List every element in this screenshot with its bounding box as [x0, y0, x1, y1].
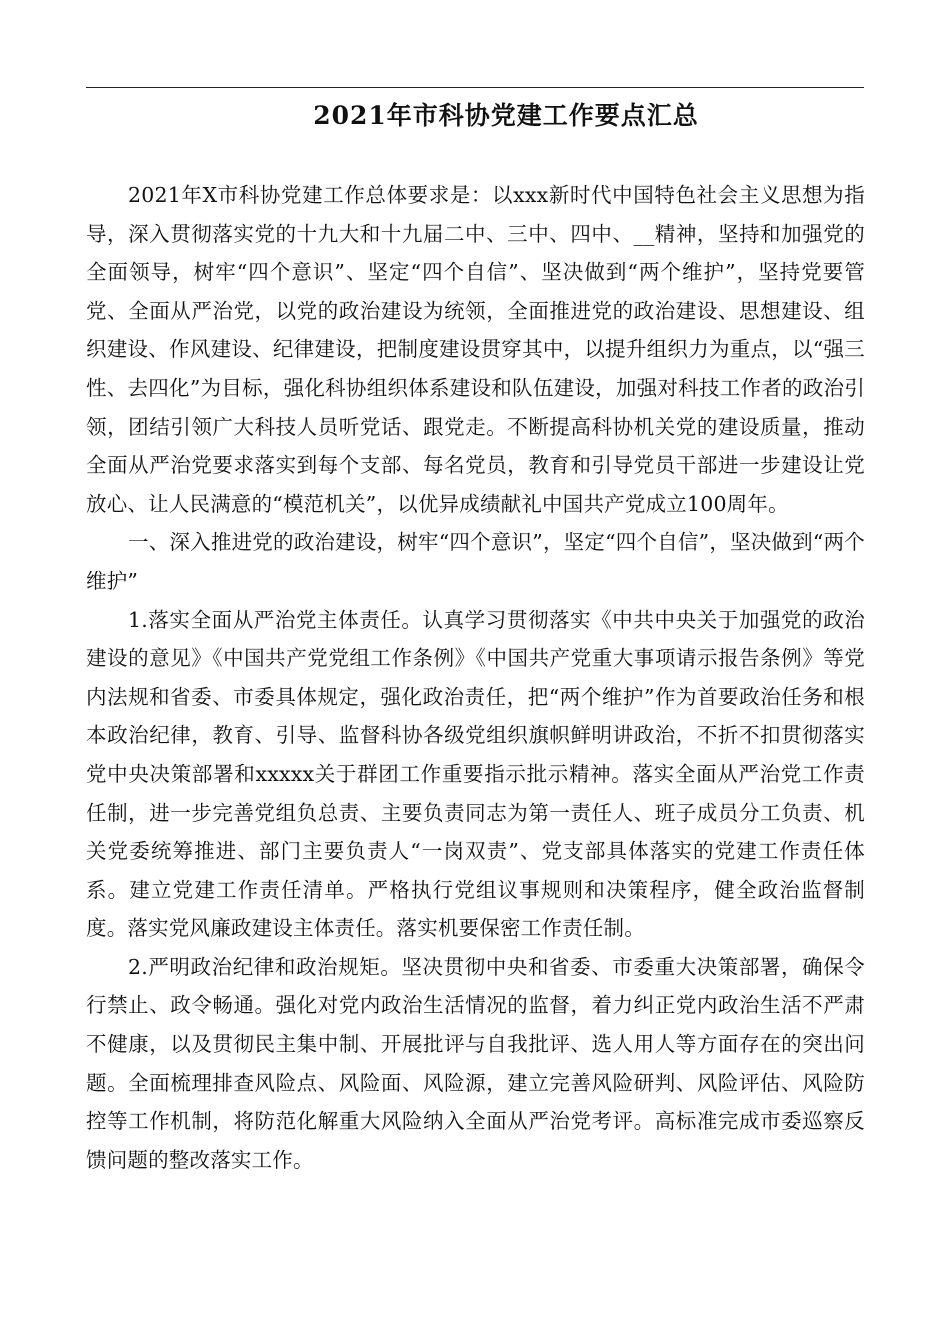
paragraph-general-requirements: 2021年X市科协党建工作总体要求是：以xxx新时代中国特色社会主义思想为指导，深入贯彻落实党的十九大和十九届二中、三中、四中、__精神，坚持和加强党的全面领导，树牢“四个意识”、坚定“四个自信”、坚决做到“两个维护”，坚持党要管党、全面从严治党，以党的政治建设为统领，全面推进党的政治建设、思想建设、组织建设、作风建设、纪律建设，把制度建设贯穿其中，以提升组织力为重点，以“强三性、去四化”为目标，强化科协组织体系建设和队伍建设，加强对科技工作者的政治引领，团结引领广大科技人员听党话、跟党走。不断提高科协机关党的建设质量，推动全面从严治党要求落实到每个支部、每名党员，教育和引导党员干部进一步建设让党放心、让人民满意的“模范机关”，以优异成绩献礼中国共产党成立100周年。 — [86, 183, 865, 516]
document-body — [86, 176, 865, 1179]
paragraph-section-heading-1: 一、深入推进党的政治建设，树牢“四个意识”，坚定“四个自信”，坚决做到“两个维护” — [86, 530, 865, 593]
paragraph-item-1: 1.落实全面从严治党主体责任。认真学习贯彻落实《中共中央关于加强党的政治建设的意见》《中国共产党党组工作条例》《中国共产党重大事项请示报告条例》等党内法规和省委、市委具体规定，强化政治责任，把“两个维护”作为首要政治任务和根本政治纪律，教育、引导、监督科协各级党组织旗帜鲜明讲政治，不折不扣贯彻落实党中央决策部署和xxxxx关于群团工作重要指示批示精神。落实全面从严治党工作责任制，进一步完善党组负总责、主要负责同志为第一责任人、班子成员分工负责、机关党委统筹推进、部门主要负责人“一岗双责”、党支部具体落实的党建工作责任体系。建立党建工作责任清单。严格执行党组议事规则和决策程序，健全政治监督制度。落实党风廉政建设主体责任。落实机要保密工作责任制。 — [86, 607, 865, 941]
header-rule — [86, 87, 864, 88]
paragraph-item-2: 2.严明政治纪律和政治规矩。坚决贯彻中央和省委、市委重大决策部署，确保令行禁止、政令畅通。强化对党内政治生活情况的监督，着力纠正党内政治生活不严肃不健康，以及贯彻民主集中制、开展批评与自我批评、选人用人等方面存在的突出问题。全面梳理排查风险点、风险面、风险源，建立完善风险研判、风险评估、风险防控等工作机制，将防范化解重大风险纳入全面从严治党考评。高标准完成市委巡察反馈问题的整改落实工作。 — [86, 954, 865, 1172]
document-title: 2021年市科协党建工作要点汇总 — [313, 101, 699, 130]
